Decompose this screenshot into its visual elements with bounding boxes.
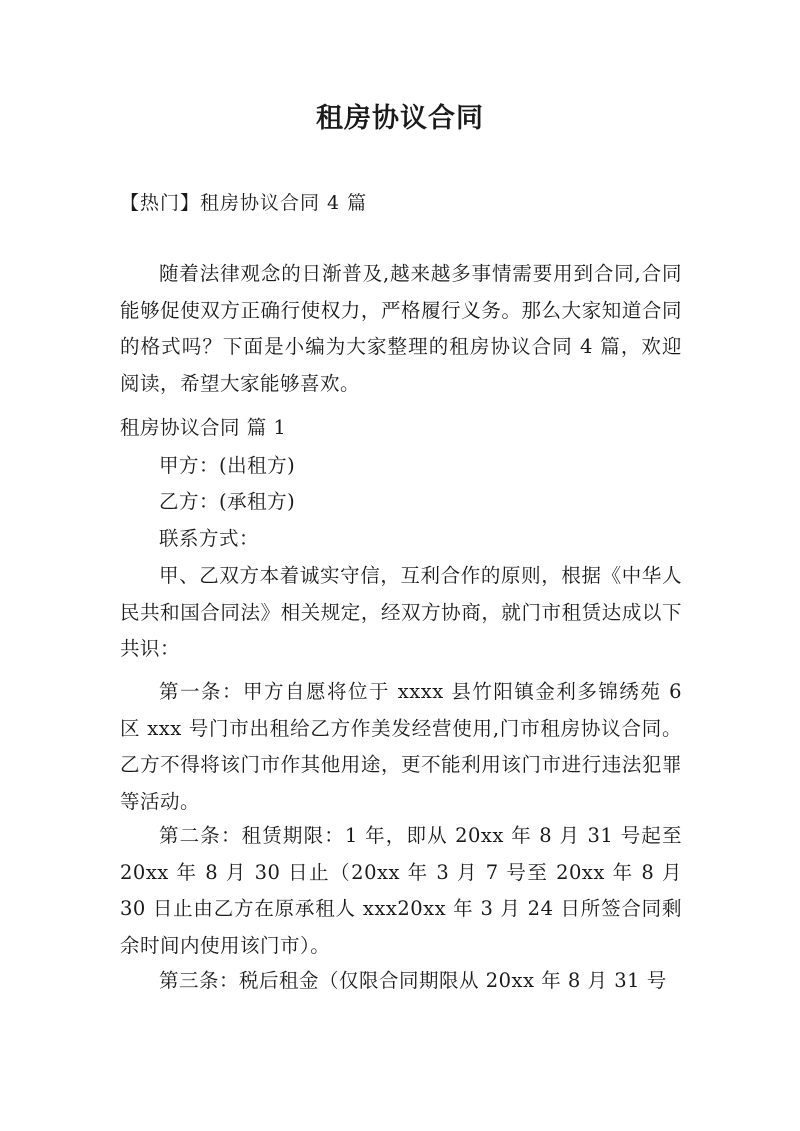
document-title: 租房协议合同 xyxy=(316,103,484,134)
document-subtitle: 【热门】租房协议合同 4 篇 xyxy=(120,192,368,214)
contact-line: 联系方式： xyxy=(159,527,260,550)
party-b-line: 乙方：(承租方) xyxy=(159,490,296,513)
party-a-line: 甲方：(出租方) xyxy=(159,454,296,477)
article-1-paragraph: 第一条：甲方自愿将位于 xxxx 县竹阳镇金利多锦绣苑 6 区 xxx 号门市出租给乙方作美发经营使用,门市租房协议合同。乙方不得将该门市作其他用途，更不能利用该门市进行违法犯罪等活动。 xyxy=(120,680,682,813)
section-heading: 租房协议合同 篇 1 xyxy=(120,416,287,439)
article-2-paragraph: 第二条：租赁期限：1 年，即从 20xx 年 8 月 31 号起至 20xx 年 8 月 30 日止（20xx 年 3 月 7 号至 20xx 年 8 月 30 日止由乙方在原承租人 xxx20xx 年 3 月 24 日所签合同剩余时间内使用该门市）。 xyxy=(120,824,682,957)
article-3-paragraph: 第三条：税后租金（仅限合同期限从 20xx 年 8 月 31 号 xyxy=(159,969,667,992)
preamble-paragraph: 甲、乙双方本着诚实守信，互利合作的原则，根据《中华人民共和国合同法》相关规定，经双方协商，就门市租赁达成以下共识： xyxy=(120,564,682,660)
intro-paragraph: 随着法律观念的日渐普及,越来越多事情需要用到合同,合同能够促使双方正确行使权力，严格履行义务。那么大家知道合同的格式吗？下面是小编为大家整理的租房协议合同 4 篇，欢迎阅读，希望大家能够喜欢。 xyxy=(120,262,682,395)
